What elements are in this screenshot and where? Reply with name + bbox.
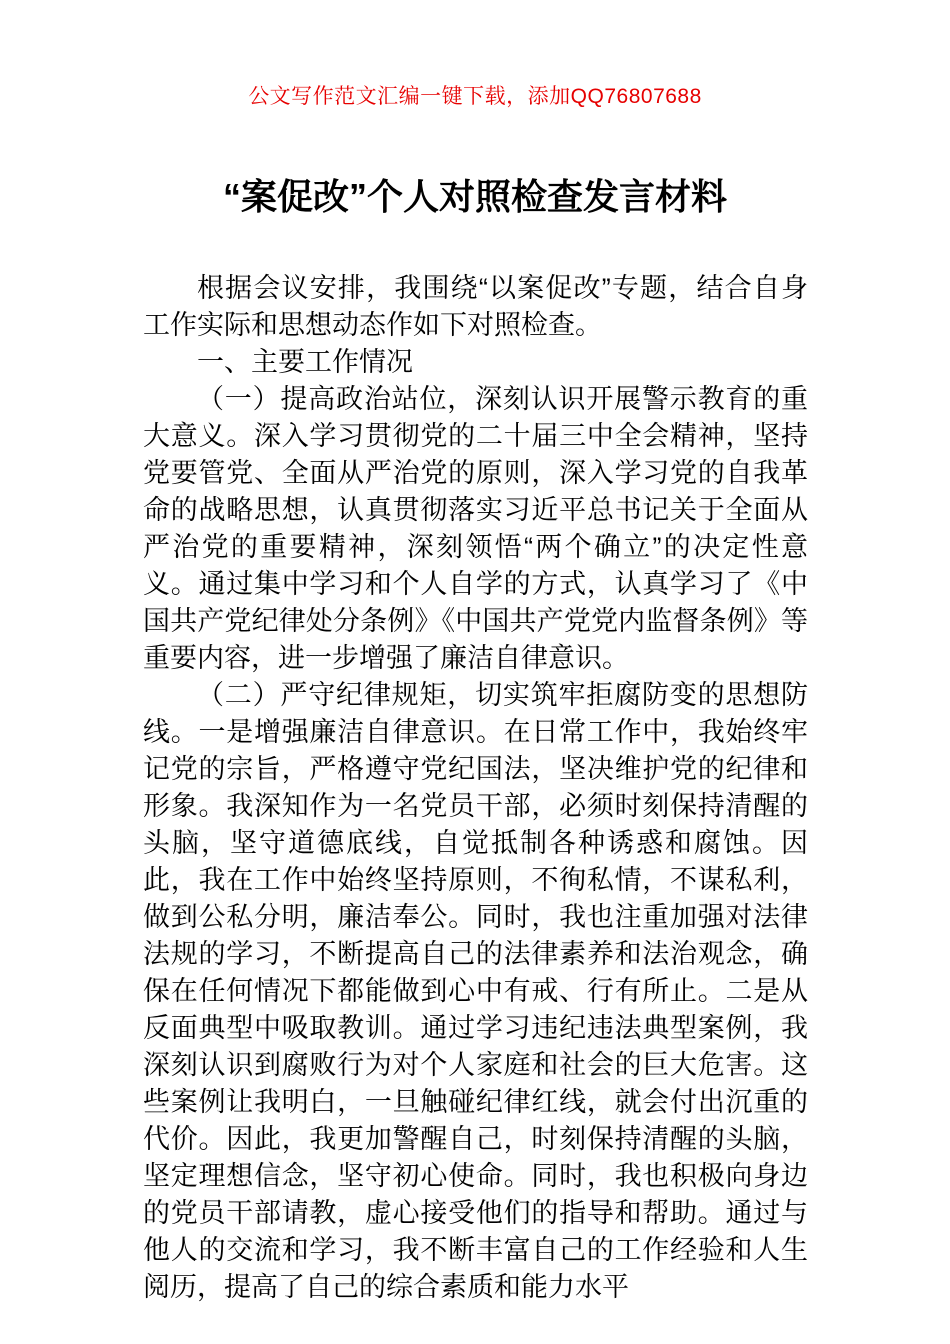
- section-heading-1: 一、主要工作情况: [197, 347, 413, 377]
- document-title: “案促改”个人对照检查发言材料: [222, 176, 727, 217]
- download-ad-notice: 公文写作范文汇编一键下载，添加QQ76807688: [248, 85, 702, 108]
- subsection-paragraph-1: （一）提高政治站位，深刻认识开展警示教育的重大意义。深入学习贯彻党的二十届三中全会精神，坚持党要管党、全面从严治党的原则，深入学习党的自我革命的战略思想，认真贯彻落实习近平总书记关于全面从严治党的重要精神，深刻领悟“两个确立”的决定性意义。通过集中学习和个人自学的方式，认真学习了《中国共产党纪律处分条例》《中国共产党党内监督条例》等重要内容，进一步增强了廉洁自律意识。: [143, 384, 808, 673]
- intro-paragraph: 根据会议安排，我围绕“以案促改”专题，结合自身工作实际和思想动态作如下对照检查。: [143, 273, 808, 340]
- subsection-paragraph-2: （二）严守纪律规矩，切实筑牢拒腐防变的思想防线。一是增强廉洁自律意识。在日常工作中，我始终牢记党的宗旨，严格遵守党纪国法，坚决维护党的纪律和形象。我深知作为一名党员干部，必须时刻保持清醒的头脑，坚守道德底线，自觉抵制各种诱惑和腐蚀。因此，我在工作中始终坚持原则，不徇私情，不谋私利，做到公私分明，廉洁奉公。同时，我也注重加强对法律法规的学习，不断提高自己的法律素养和法治观念，确保在任何情况下都能做到心中有戒、行有所止。二是从反面典型中吸取教训。通过学习违纪违法典型案例，我深刻认识到腐败行为对个人家庭和社会的巨大危害。这些案例让我明白，一旦触碰纪律红线，就会付出沉重的代价。因此，我更加警醒自己，时刻保持清醒的头脑，坚定理想信念，坚守初心使命。同时，我也积极向身边的党员干部请教，虚心接受他们的指导和帮助。通过与他人的交流和学习，我不断丰富自己的工作经验和人生阅历，提高了自己的综合素质和能力水平: [143, 680, 808, 1302]
- document-body: [143, 270, 808, 1306]
